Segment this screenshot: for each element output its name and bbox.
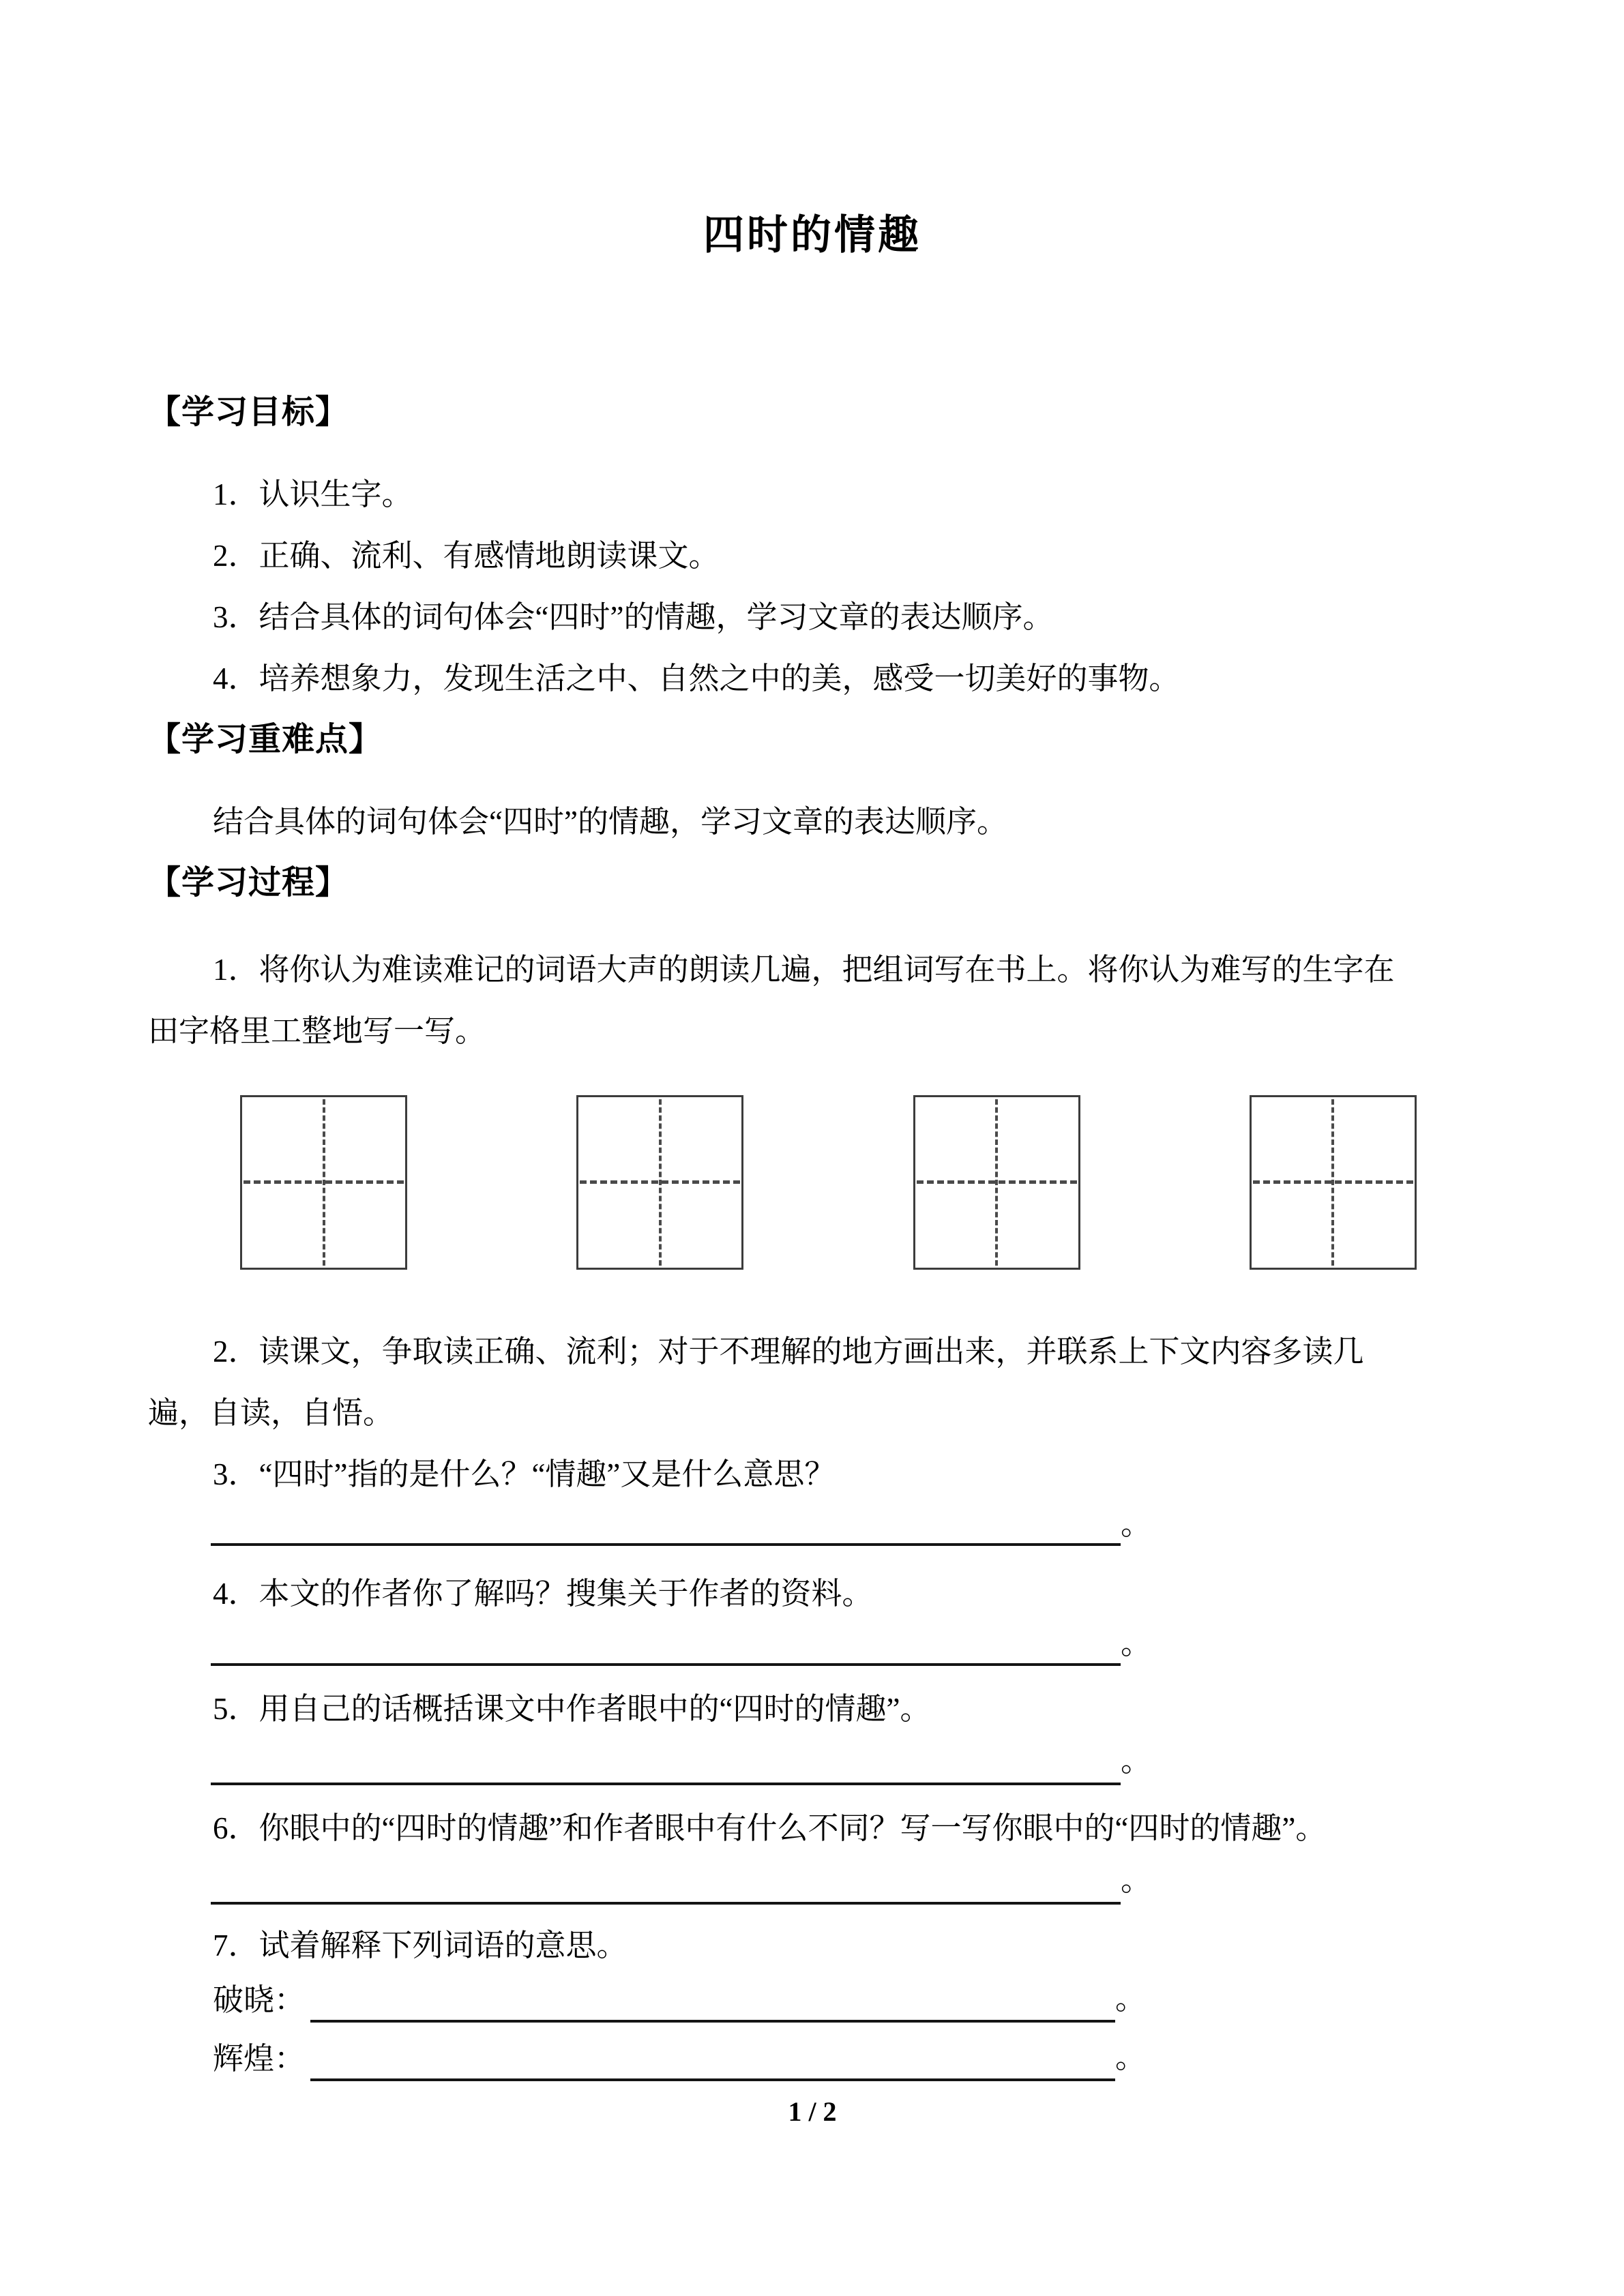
- page-number-indicator: 1 / 2: [788, 2096, 837, 2127]
- writing-grid-box: [1250, 1095, 1417, 1270]
- objective-item-2: 2．正确、流利、有感情地朗读课文。: [213, 539, 720, 573]
- step5-line: 5．用自己的话概括课文中作者眼中的“四时的情趣”。: [213, 1692, 931, 1726]
- answer-period: 。: [1121, 1744, 1152, 1778]
- answer-blank-line: [211, 1740, 1121, 1785]
- answer-blank-row: [148, 1505, 1477, 1546]
- answer-period: 。: [1115, 2040, 1147, 2074]
- term-label: 破晓：: [213, 1983, 306, 2017]
- writing-grid-box: [576, 1095, 743, 1270]
- writing-grid: [148, 1095, 1477, 1270]
- writing-grid-box: [913, 1095, 1080, 1270]
- step2-line2: 遍，自读，自悟。: [148, 1396, 394, 1430]
- answer-period: 。: [1115, 1982, 1147, 2016]
- step1-line1: 1．将你认为难读难记的词语大声的朗读几遍，把组词写在书上。将你认为难写的生字在: [213, 953, 1395, 987]
- grid-dashed-vertical-line: [323, 1099, 325, 1266]
- answer-blank-row: [148, 1624, 1477, 1666]
- step3-line: 3．“四时”指的是什么？“情趣”又是什么意思？: [213, 1457, 836, 1491]
- objectives-list: [148, 464, 1477, 709]
- answer-period: 。: [1121, 1626, 1152, 1660]
- answer-blank-line: [310, 2036, 1115, 2081]
- writing-grid-box: [240, 1095, 407, 1270]
- answer-blank-row: [148, 1740, 1477, 1785]
- answer-period: 。: [1121, 1507, 1152, 1541]
- section-heading-objectives: 【学习目标】: [148, 394, 349, 430]
- step1-line2: 田字格里工整地写一写。: [148, 1014, 486, 1048]
- step4-line: 4．本文的作者你了解吗？搜集关于作者的资料。: [213, 1577, 873, 1611]
- term-definition-row: [148, 1978, 1477, 2023]
- answer-blank-line: [211, 1505, 1121, 1546]
- answer-blank-line: [211, 1624, 1121, 1666]
- grid-dashed-vertical-line: [659, 1099, 662, 1266]
- section-heading-keypoints: 【学习重难点】: [148, 721, 383, 758]
- answer-blank-row: [148, 1859, 1477, 1905]
- term-label: 辉煌：: [213, 2042, 306, 2076]
- answer-blank-line: [211, 1859, 1121, 1905]
- answer-blank-line: [310, 1978, 1115, 2023]
- objective-item-1: 1．认识生字。: [213, 477, 413, 511]
- grid-dashed-vertical-line: [995, 1099, 998, 1266]
- grid-dashed-vertical-line: [1331, 1099, 1334, 1266]
- term-definition-row: [148, 2036, 1477, 2081]
- step2-line1: 2．读课文，争取读正确、流利；对于不理解的地方画出来，并联系上下文内容多读几: [213, 1335, 1364, 1369]
- answer-period: 。: [1121, 1863, 1152, 1897]
- section-heading-process: 【学习过程】: [148, 865, 349, 901]
- objective-item-3: 3．结合具体的词句体会“四时”的情趣，学习文章的表达顺序。: [213, 600, 1054, 634]
- page-title: 四时的情趣: [703, 213, 921, 258]
- step7-line: 7．试着解释下列词语的意思。: [213, 1928, 628, 1963]
- step6-line: 6．你眼中的“四时的情趣”和作者眼中有什么不同？写一写你眼中的“四时的情趣”。: [213, 1811, 1327, 1845]
- keypoints-body: 结合具体的词句体会“四时”的情趣，学习文章的表达顺序。: [213, 805, 1007, 839]
- objective-item-4: 4．培养想象力，发现生活之中、自然之中的美，感受一切美好的事物。: [213, 661, 1180, 696]
